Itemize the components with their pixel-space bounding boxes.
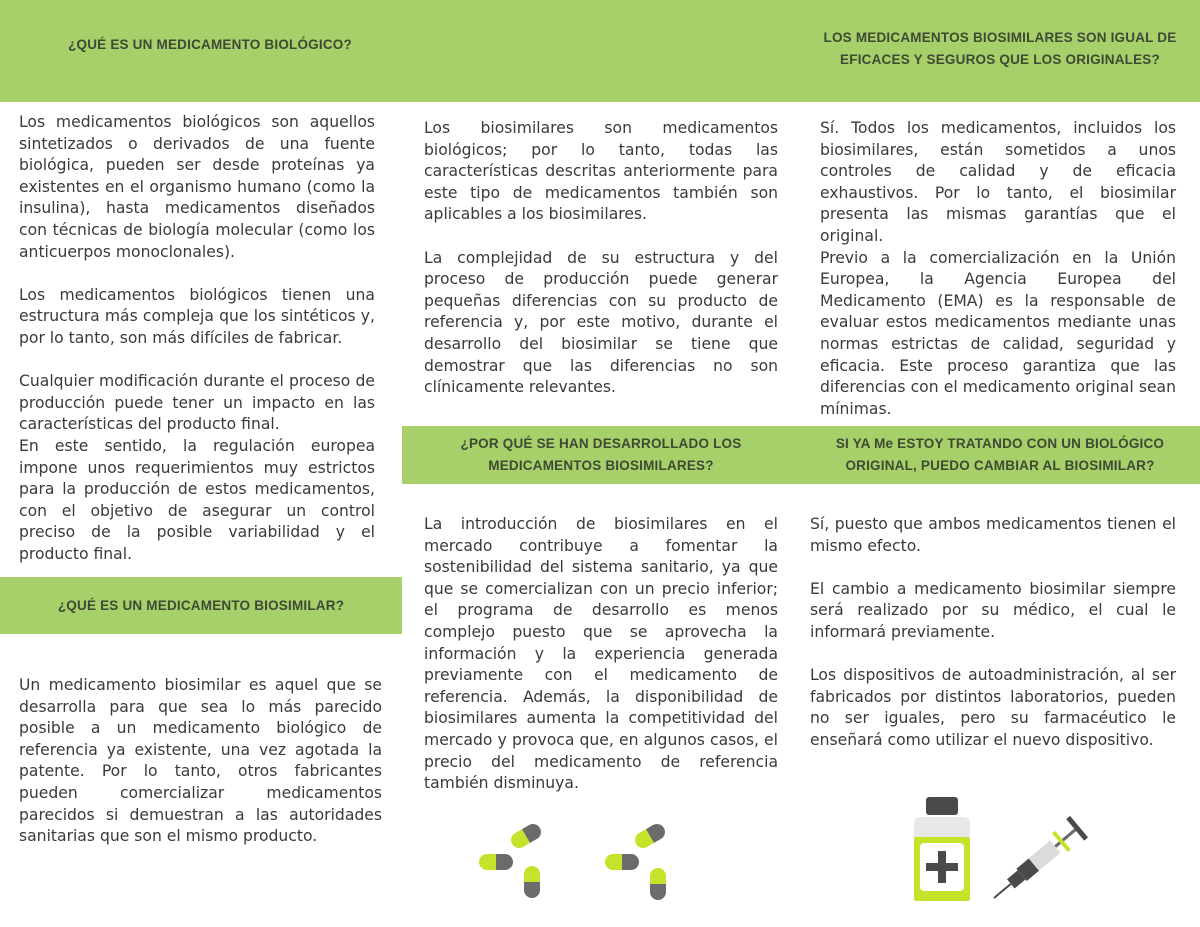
column-2-upper [424, 118, 778, 399]
paragraph: Los biosimilares son medicamentos biológicos; por lo tanto, todas las características descritas anteriormente para este tipo de medicamentos también son aplicables a los biosimilares. [424, 119, 778, 224]
column-2-lower [424, 514, 778, 795]
paragraph: Los medicamentos biológicos son aquellos sintetizados o derivados de una fuente biológica, pueden ser desde proteínas ya existentes en el organismo humano (como la insulina), hasta medicamentos diseñados con técnicas de biología molecular (como los anticuerpos monoclonales). [19, 113, 375, 261]
paragraph: El cambio a medicamento biosimilar siempre será realizado por su médico, el cual le informará previamente. [810, 579, 1176, 641]
paragraph: Los dispositivos de autoadministración, al ser fabricados por distintos laboratorios, pueden no ser iguales, pero su farmacéutico le enseñará como utilizar el nuevo dispositivo. [810, 666, 1176, 749]
column-3-lower [810, 514, 1176, 752]
paragraph: Sí, puesto que ambos medicamentos tienen el mismo efecto. [810, 515, 1176, 555]
paragraph: Los medicamentos biológicos tienen una estructura más compleja que los sintéticos y, por lo tanto, son más difíciles de fabricar. [19, 285, 375, 347]
paragraph: La complejidad de su estructura y del proceso de producción puede generar pequeñas diferencias con su producto de referencia y, por este motivo, durante el desarrollo del biosimilar se tiene que demostrar que las diferencias no son clínicamente relevantes. [424, 248, 778, 397]
heading-cambiar: SI YA Me ESTOY TRATANDO CON UN BIOLÓGICO ORIGINAL, PUEDO CAMBIAR AL BIOSIMILAR? [800, 426, 1200, 484]
paragraph: En este sentido, la regulación europea impone unos requerimientos muy estrictos para la producción de estos medicamentos, con el objetivo de asegurar un control preciso de la posible variabilidad y el producto final. [19, 436, 375, 563]
column-1-upper [19, 112, 375, 565]
paragraph: La introducción de biosimilares en el mercado contribuye a fomentar la sostenibilidad del sistema sanitario, ya que que se comercializan con un precio inferior; el programa de desarrollo es menos complejo puesto que se aprovecha la información y la experiencia generada previamente con el medicamento de referencia. Además, la disponibilidad de biosimilares aumenta la competitividad del mercado y provoca que, en algunos casos, el precio del medicamento de referencia también disminuya. [424, 515, 778, 793]
paragraph: Un medicamento biosimilar es aquel que se desarrolla para que sea lo más parecido posible a un medicamento biológico de referencia ya existente, una vez agotada la patente. Por lo tanto, otros fabricantes pueden comercializar medicamentos parecidos si demuestran a las autoridades sanitarias que son el mismo producto. [19, 676, 382, 846]
heading-biosimilar: ¿QUÉ ES UN MEDICAMENTO BIOSIMILAR? [0, 577, 402, 634]
paragraph: Sí. Todos los medicamentos, incluidos los biosimilares, están sometidos a unos controles de calidad y de eficacia exhaustivos. Por lo tanto, el biosimilar presenta las mismas garantías que el original. [820, 119, 1176, 245]
heading-eficaces: LOS MEDICAMENTOS BIOSIMILARES SON IGUAL DE EFICACES Y SEGUROS QUE LOS ORIGINALES? [823, 30, 1177, 67]
capsules-icon [470, 812, 560, 907]
heading-biologico: ¿QUÉ ES UN MEDICAMENTO BIOLÓGICO? [68, 37, 352, 53]
column-1-lower [19, 675, 382, 848]
heading-porque: ¿POR QUÉ SE HAN DESARROLLADO LOS MEDICAMENTOS BIOSIMILARES? [402, 426, 800, 484]
capsules-icon [598, 812, 688, 907]
column-3-upper [820, 118, 1176, 420]
medicine-bottle-icon [910, 795, 974, 905]
syringe-icon [990, 808, 1090, 903]
paragraph: Previo a la comercialización en la Unión Europea, la Agencia Europea del Medicamento (EMA) es la responsable de evaluar estos medicamentos mediante unas normas estrictas de calidad, seguridad y eficacia. Este proceso garantiza que las diferencias con el medicamento original sean mínimas. [820, 248, 1176, 418]
paragraph: Cualquier modificación durante el proceso de producción puede tener un impacto en las características del producto final. [19, 372, 375, 434]
